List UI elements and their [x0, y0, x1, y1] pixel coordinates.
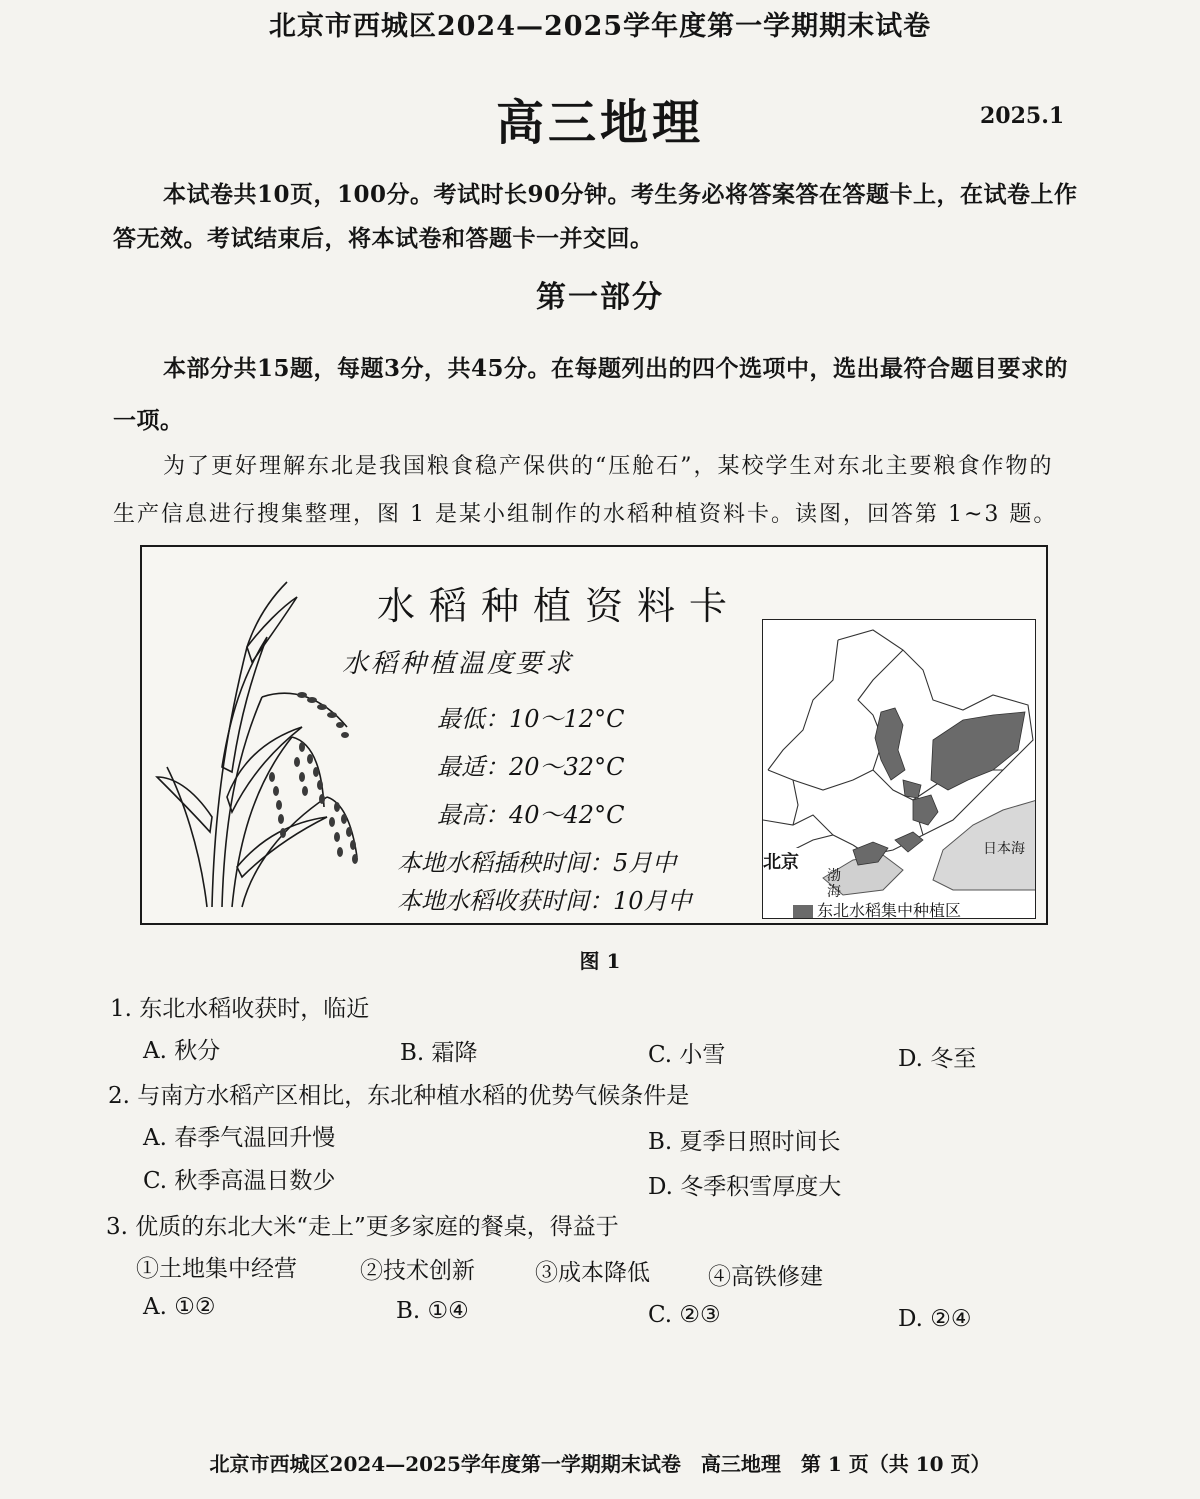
rice-plant-illustration: [152, 567, 372, 917]
question-3-option-d: D. ②④: [898, 1306, 972, 1332]
optimal-temperature: 最适：20～32°C: [437, 753, 625, 781]
temperature-title: 水稻种植温度要求: [342, 649, 575, 679]
page-footer: 北京市西城区2024—2025学年度第一学期期末试卷 高三地理 第 1 页（共 10 页）: [209, 1452, 991, 1476]
part-title: 第一部分: [536, 280, 664, 315]
question-1-option-b: B. 霜降: [400, 1040, 478, 1066]
exam-date: 2025.1: [980, 103, 1065, 129]
figure-caption: 图 1: [579, 949, 621, 973]
part-description-line-1: 本部分共15题，每题3分，共45分。在每题列出的四个选项中，选出最符合题目要求的: [163, 355, 1069, 382]
legend-swatch: [793, 905, 813, 918]
instructions-line-2: 答无效。考试结束后，将本试卷和答题卡一并交回。: [113, 225, 654, 252]
map-label-bohai: 渤 海: [827, 868, 841, 900]
question-3-item-3: ③成本降低: [535, 1260, 650, 1286]
max-temperature: 最高：40～42°C: [437, 801, 625, 829]
transplant-time: 本地水稻插秧时间：5月中: [397, 849, 677, 877]
map-label-beijing: 北京: [763, 848, 799, 874]
rice-data-card: [140, 545, 1048, 925]
question-2-option-a: A. 春季气温回升慢: [143, 1125, 336, 1151]
question-3-item-2: ②技术创新: [360, 1258, 475, 1284]
stem-line-2: 生产信息进行搜集整理，图 1 是某小组制作的水稻种植资料卡。读图，回答第 1~3 题。: [113, 502, 1058, 527]
card-title: 水稻种植资料卡: [377, 584, 742, 628]
question-2-option-b: B. 夏季日照时间长: [648, 1129, 841, 1155]
part-description-line-2: 一项。: [113, 407, 184, 434]
question-1-option-d: D. 冬至: [898, 1046, 977, 1072]
question-1-option-a: A. 秋分: [143, 1038, 221, 1064]
stem-line-1: 为了更好理解东北是我国粮食稳产保供的“压舱石”，某校学生对东北主要粮食作物的: [163, 454, 1054, 479]
question-1-stem: 1. 东北水稻收获时，临近: [110, 996, 370, 1022]
question-3-item-4: ④高铁修建: [708, 1264, 823, 1290]
question-3-option-b: B. ①④: [396, 1298, 469, 1324]
question-2-option-d: D. 冬季积雪厚度大: [648, 1174, 842, 1200]
question-3-stem: 3. 优质的东北大米“走上”更多家庭的餐桌，得益于: [106, 1214, 619, 1240]
northeast-china-map: [762, 619, 1036, 919]
harvest-time: 本地水稻收获时间：10月中: [397, 887, 692, 915]
map-legend: [793, 898, 961, 919]
map-label-japan-sea: 日本海: [983, 841, 1025, 857]
question-3-option-a: A. ①②: [143, 1294, 216, 1320]
question-2-stem: 2. 与南方水稻产区相比，东北种植水稻的优势气候条件是: [108, 1083, 690, 1109]
subject-title: 高三地理: [495, 95, 704, 151]
question-1-option-c: C. 小雪: [648, 1042, 726, 1068]
exam-title: 北京市西城区2024—2025学年度第一学期期末试卷: [268, 11, 932, 42]
question-3-item-1: ①土地集中经营: [136, 1256, 297, 1282]
map-drawing: [763, 620, 1036, 919]
question-2-option-c: C. 秋季高温日数少: [143, 1168, 336, 1194]
min-temperature: 最低：10～12°C: [437, 705, 625, 733]
question-3-option-c: C. ②③: [648, 1302, 721, 1328]
legend-label: 东北水稻集中种植区: [817, 901, 962, 919]
instructions-line-1: 本试卷共10页，100分。考试时长90分钟。考生务必将答案答在答题卡上，在试卷上作: [163, 181, 1078, 208]
